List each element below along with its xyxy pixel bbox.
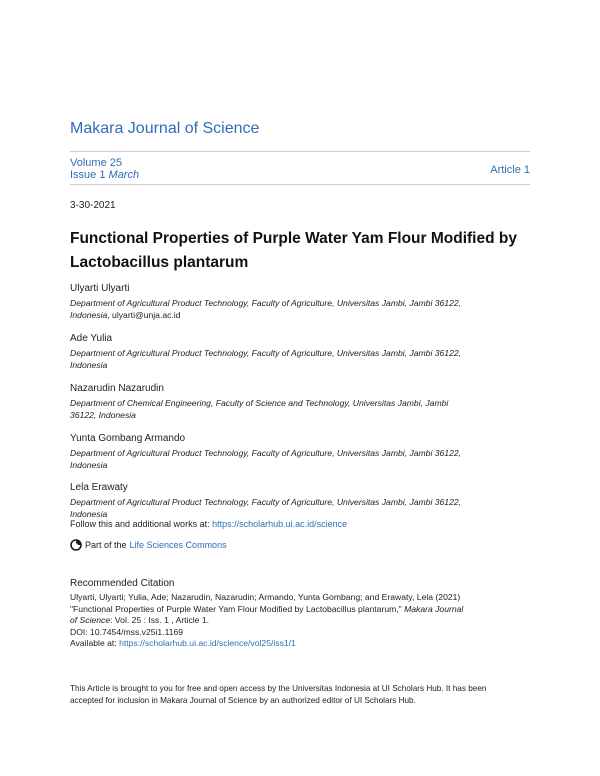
author-name: Ade Yulia — [70, 333, 113, 344]
volume-label[interactable]: Volume 25 — [70, 157, 122, 169]
title-line-2: Lactobacillus plantarum — [70, 254, 249, 271]
issue-month: March — [108, 169, 140, 181]
open-access-notice: This Article is brought to you for free and open access by the Universitas Indonesia at UI Scholars Hub. It has been accepted for inclusion in Makara Journal of Science by an authorized editor of UI Scholars Hub. — [70, 684, 487, 705]
open-access-icon — [70, 539, 82, 551]
author-block — [70, 332, 530, 371]
article-link[interactable]: https://scholarhub.ui.ac.id/science/vol25/iss1/1 — [119, 638, 296, 649]
article-title — [70, 227, 530, 275]
author-name: Lela Erawaty — [70, 482, 128, 493]
issue-label[interactable]: Issue 1 March — [70, 169, 140, 181]
author-email: , ulyarti@unja.ac.id — [107, 310, 181, 320]
header-divider-bottom — [70, 184, 530, 185]
author-affiliation: Department of Agricultural Product Technology, Faculty of Agriculture, Universitas Jambi, Jambi 36122, Indonesia — [70, 348, 462, 370]
doi: DOI: 10.7454/mss.v25i1.1169 — [70, 626, 184, 637]
author-name: Yunta Gombang Armando — [70, 433, 186, 444]
author-affiliation: Department of Agricultural Product Technology, Faculty of Agriculture, Universitas Jambi, Jambi 36122, Indonesia — [70, 497, 462, 519]
publication-date: 3-30-2021 — [70, 200, 116, 211]
author-block — [70, 382, 530, 421]
follow-works: Follow this and additional works at: https://scholarhub.ui.ac.id/science — [70, 519, 348, 529]
author-affiliation: Department of Chemical Engineering, Faculty of Science and Technology, Universitas Jambi, Jambi 36122, Indonesia — [70, 398, 449, 420]
author-name: Nazarudin Nazarudin — [70, 383, 164, 394]
recommended-citation: Ulyarti, Ulyarti; Yulia, Ade; Nazarudin, Nazarudin; Armando, Yunta Gombang; and Erawaty, Lela (2021) "Functional Properties of Purple Water Yam Flour Modified by Lactobacillus plantarum," Makara Journal of Science: Vol. 25 : Iss. 1 , Article 1. DOI: 10.7454/mss.v25i1.1169 Available at: https://scholarhub.ui.ac.id/science/vol25/iss1/1 — [70, 592, 540, 650]
author-name: Ulyarti Ulyarti — [70, 283, 130, 294]
volume-issue[interactable] — [70, 157, 139, 181]
recommended-citation-heading: Recommended Citation — [70, 578, 175, 589]
author-affiliation: Department of Agricultural Product Technology, Faculty of Agriculture, Universitas Jambi, Jambi 36122, Indonesia, ulyarti@unja.ac.id — [70, 298, 462, 320]
author-block — [70, 481, 530, 520]
title-line-1: Functional Properties of Purple Water Yam Flour Modified by — [70, 230, 517, 247]
part-of-commons: Part of the Life Sciences Commons — [70, 539, 227, 551]
author-affiliation: Department of Agricultural Product Technology, Faculty of Agriculture, Universitas Jambi, Jambi 36122, Indonesia — [70, 448, 462, 470]
author-block — [70, 282, 530, 321]
life-sciences-commons-link[interactable]: Life Sciences Commons — [129, 540, 227, 550]
collection-link[interactable]: https://scholarhub.ui.ac.id/science — [212, 519, 348, 529]
header-divider-top — [70, 151, 530, 152]
journal-title-link[interactable]: Makara Journal of Science — [70, 120, 260, 137]
author-block — [70, 432, 530, 471]
article-number-link[interactable]: Article 1 — [490, 164, 530, 176]
